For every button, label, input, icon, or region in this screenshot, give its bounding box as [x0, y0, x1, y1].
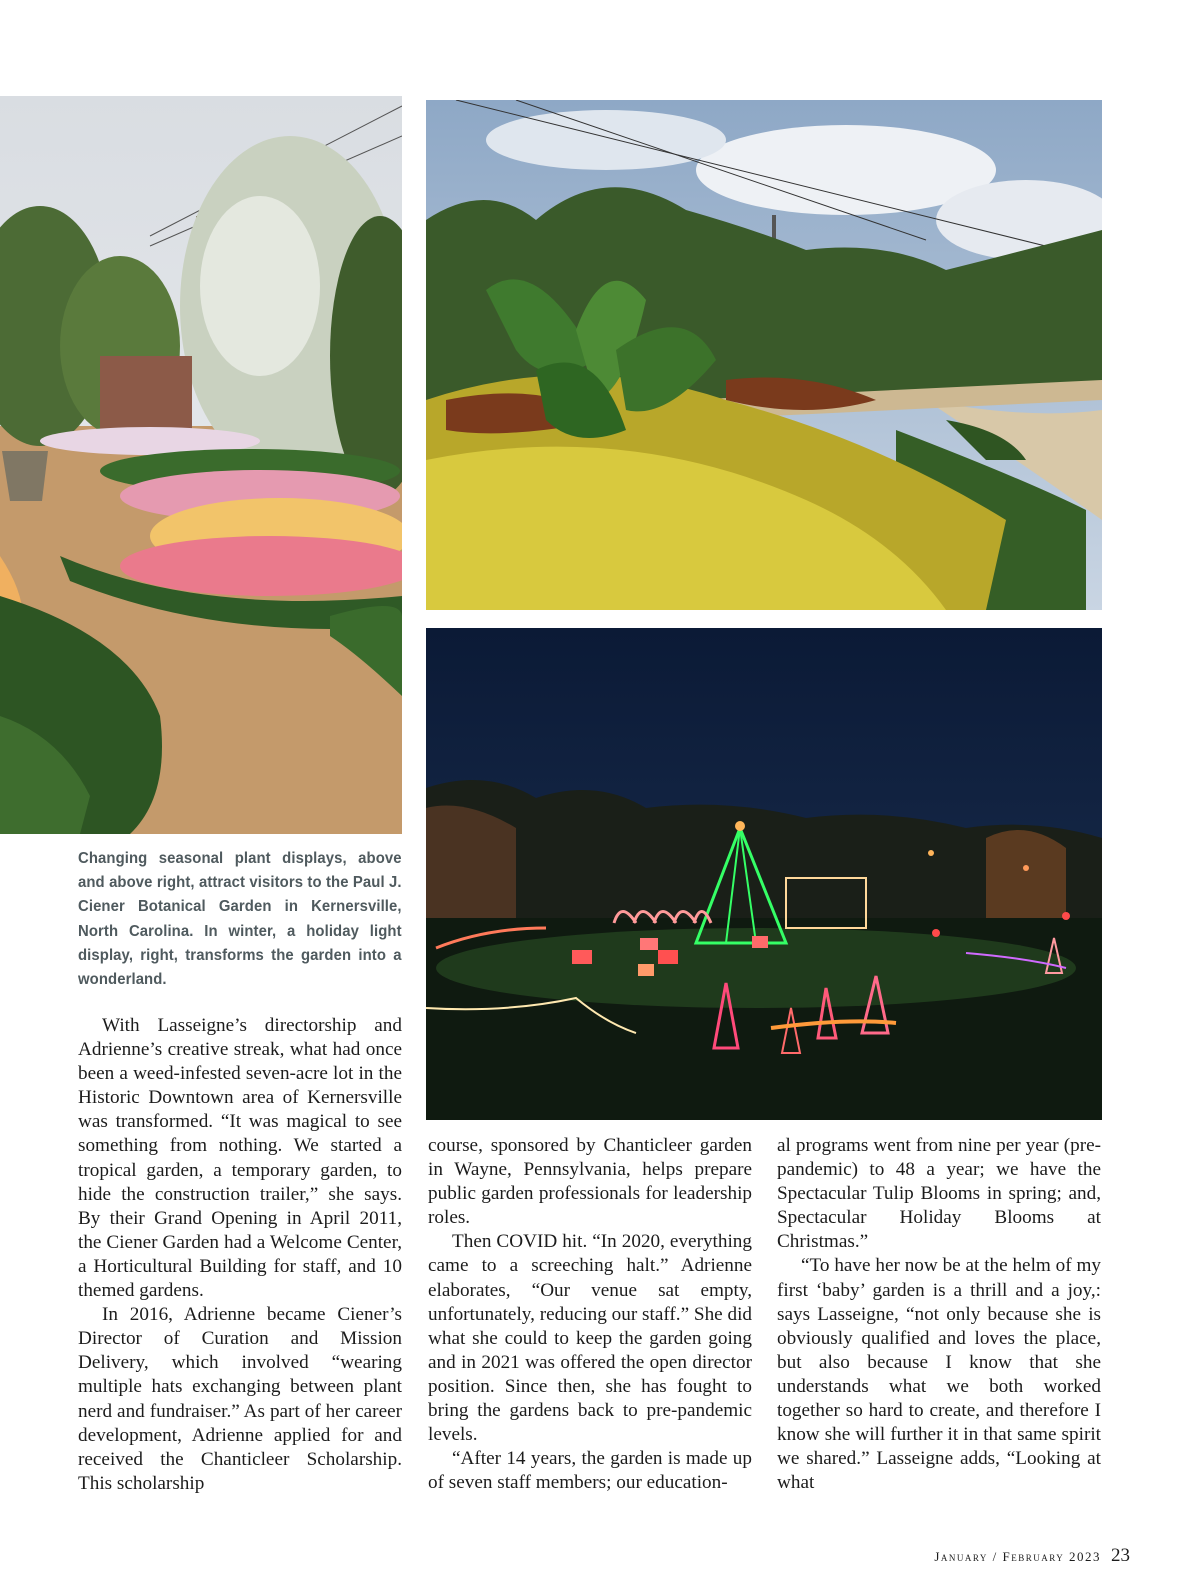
- holiday-lights-photo: [426, 628, 1102, 1120]
- tulip-garden-photo: [0, 96, 402, 834]
- article-column-3: [777, 1134, 1101, 1495]
- coleus-garden-photo: [426, 100, 1102, 610]
- paragraph: “After 14 years, the garden is made up of seven staff members; our education-: [428, 1448, 752, 1494]
- paragraph: In 2016, Adrienne became Ciener’s Director of Curation and Mission Delivery, which involved “wearing multiple hats exchanging between plant nerd and fundraiser.” As part of her career development, Adrienne applied for and received the Chanticleer Scholarship. This scholarship: [78, 1304, 402, 1494]
- issue-folio: January / February 2023: [934, 1549, 1101, 1564]
- photo-caption: Changing seasonal plant displays, above and above right, attract visitors to the Paul J. Ciener Botanical Garden in Kernersville, North Carolina. In winter, a holiday light display, right, transforms the garden into a wonderland.: [78, 850, 402, 989]
- paragraph: al programs went from nine per year (pre-pandemic) to 48 a year; we have the Spectacular Tulip Blooms in spring; and, Spectacular Holiday Blooms at Christmas.”: [777, 1135, 1101, 1253]
- page-number: 23: [1111, 1545, 1130, 1566]
- article-column-1: [78, 1014, 402, 1496]
- paragraph: Then COVID hit. “In 2020, everything came to a screeching halt.” Adrienne elaborates, “Our venue sat empty, unfortunately, reducing our staff.” She did what she could to keep the garden going and in 2021 was offered the open director position. Since then, she has fought to bring the gardens back to pre-pandemic levels.: [428, 1231, 752, 1446]
- paragraph: “To have her now be at the helm of my first ‘baby’ garden is a thrill and a joy,: says Lasseigne, “not only because she is obviously qualified and loves the place, but also because I know that she understands what we both worked together so hard to create, and therefore I know she will further it in that same spirit we shared.” Lasseigne adds, “Looking at what: [777, 1255, 1101, 1494]
- paragraph: With Lasseigne’s directorship and Adrienne’s creative streak, what had once been a weed-infested seven-acre lot in the Historic Downtown area of Kernersville was transformed. “It was magical to see something from nothing. We started a tropical garden, a temporary garden, to hide the construction trailer,” she says. By their Grand Opening in April 2011, the Ciener Garden had a Welcome Center, a Horticultural Building for staff, and 10 themed gardens.: [78, 1015, 402, 1302]
- paragraph: course, sponsored by Chanticleer garden in Wayne, Pennsylvania, helps prepare public garden professionals for leadership roles.: [428, 1135, 752, 1229]
- article-column-2: [428, 1134, 752, 1495]
